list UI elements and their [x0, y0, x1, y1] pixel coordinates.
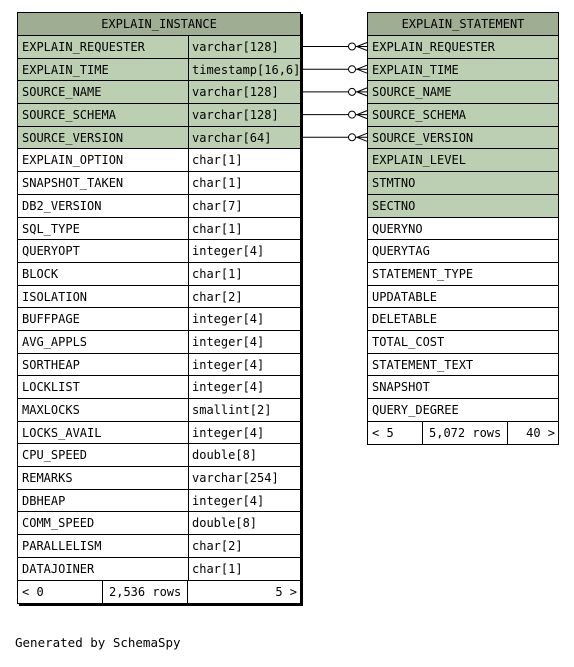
column-name: PARALLELISM	[18, 535, 189, 557]
column-name: SOURCE_SCHEMA	[372, 108, 466, 123]
column-name: UPDATABLE	[372, 289, 438, 304]
column-name: SOURCE_NAME	[372, 85, 452, 100]
column-type: double[8]	[192, 516, 258, 531]
column-name: EXPLAIN_TIME	[18, 59, 189, 81]
column-name: SECTNO	[372, 198, 416, 213]
relationship-connector	[301, 133, 367, 141]
column-name: COMM_SPEED	[18, 512, 189, 534]
parents-count[interactable]: < 0	[22, 584, 44, 599]
column-name: DELETABLE	[372, 312, 438, 327]
caption: Generated by SchemaSpy	[15, 635, 181, 650]
column-type: integer[4]	[192, 244, 265, 259]
column-type: integer[4]	[192, 334, 265, 349]
column-name: SNAPSHOT_TAKEN	[18, 172, 189, 194]
column-name: DB2_VERSION	[18, 195, 189, 217]
column-type: char[1]	[192, 176, 243, 191]
column-name: TOTAL_COST	[372, 334, 445, 349]
column-name: SNAPSHOT	[372, 380, 430, 395]
column-type: varchar[128]	[192, 85, 279, 100]
children-count[interactable]: 40 >	[526, 425, 555, 440]
column-name: STATEMENT_TYPE	[372, 266, 474, 281]
column-name: DATAJOINER	[18, 558, 189, 580]
column-type: smallint[2]	[192, 403, 272, 417]
column-type: integer[4]	[192, 380, 265, 395]
column-type: integer[4]	[192, 493, 265, 508]
column-type: varchar[128]	[192, 40, 279, 54]
table-title[interactable]: EXPLAIN_INSTANCE	[18, 13, 300, 36]
children-count[interactable]: 5 >	[275, 584, 297, 599]
column-name: EXPLAIN_TIME	[372, 62, 459, 77]
column-type: char[1]	[192, 221, 243, 236]
column-name: LOCKLIST	[18, 376, 189, 398]
column-name: LOCKS_AVAIL	[18, 422, 189, 444]
column-type: char[1]	[192, 153, 243, 168]
column-name: STMTNO	[372, 176, 416, 191]
column-name: AVG_APPLS	[18, 331, 189, 353]
column-name: DBHEAP	[18, 490, 189, 512]
column-name: SQL_TYPE	[18, 218, 189, 240]
column-name: REMARKS	[18, 467, 189, 489]
column-name: STATEMENT_TEXT	[372, 357, 474, 372]
column-type: char[1]	[192, 266, 243, 281]
column-name: EXPLAIN_REQUESTER	[372, 40, 495, 54]
column-name: SOURCE_VERSION	[18, 127, 189, 149]
table-title[interactable]: EXPLAIN_STATEMENT	[368, 13, 558, 36]
column-type: varchar[64]	[192, 130, 272, 145]
column-type: double[8]	[192, 448, 258, 463]
column-name: EXPLAIN_REQUESTER	[18, 36, 189, 58]
column-type: char[7]	[192, 198, 243, 213]
column-name: QUERYOPT	[18, 240, 189, 262]
relationship-connector	[301, 43, 367, 51]
column-type: char[1]	[192, 561, 243, 576]
column-type: varchar[128]	[192, 108, 279, 123]
column-type: integer[4]	[192, 425, 265, 440]
column-name: QUERYNO	[372, 221, 423, 236]
column-name: SOURCE_VERSION	[372, 130, 474, 145]
column-type: timestamp[16,6]	[192, 62, 300, 77]
column-name: BLOCK	[18, 263, 189, 285]
column-name: EXPLAIN_LEVEL	[372, 153, 466, 168]
parents-count[interactable]: < 5	[372, 425, 394, 440]
column-name: QUERY_DEGREE	[372, 403, 459, 417]
relationship-connector	[301, 111, 367, 119]
column-name: BUFFPAGE	[18, 308, 189, 330]
column-name: SOURCE_SCHEMA	[18, 104, 189, 126]
relationship-connector	[301, 88, 367, 96]
column-type: char[2]	[192, 539, 243, 554]
relationship-connector	[301, 65, 367, 73]
column-name: QUERYTAG	[372, 244, 430, 259]
column-type: integer[4]	[192, 312, 265, 327]
column-name: MAXLOCKS	[18, 399, 189, 421]
column-name: CPU_SPEED	[18, 444, 189, 466]
column-name: SORTHEAP	[18, 354, 189, 376]
row-count: 2,536 rows	[102, 581, 188, 603]
column-type: varchar[254]	[192, 471, 279, 486]
column-name: ISOLATION	[18, 286, 189, 308]
row-count: 5,072 rows	[422, 422, 508, 444]
column-name: EXPLAIN_OPTION	[18, 149, 189, 171]
column-type: integer[4]	[192, 357, 265, 372]
column-name: SOURCE_NAME	[18, 81, 189, 103]
column-type: char[2]	[192, 289, 243, 304]
